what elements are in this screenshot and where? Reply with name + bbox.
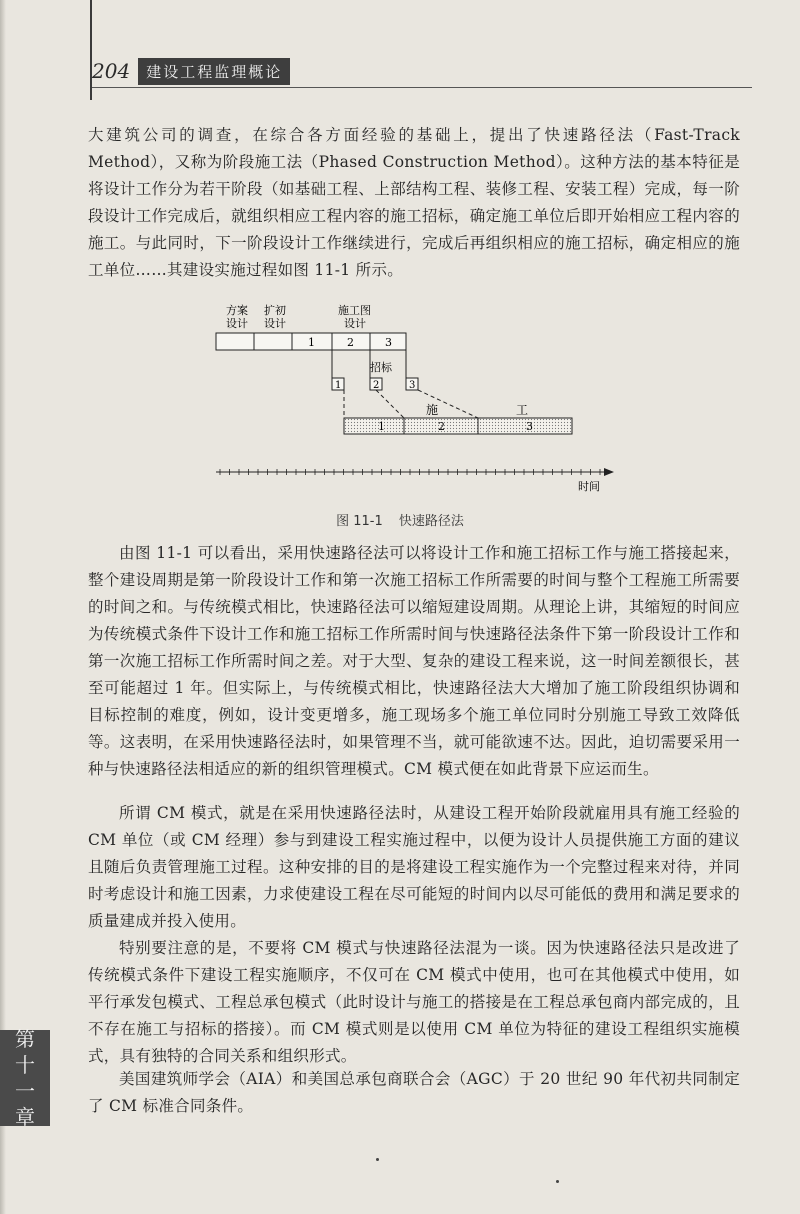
chapter-tab-char: 第 (15, 1027, 35, 1051)
design-num-2: 2 (347, 336, 354, 349)
time-axis-arrow (604, 468, 614, 476)
time-axis-ticks (220, 469, 600, 475)
page-number: 204 (92, 59, 131, 83)
figure-caption (0, 510, 800, 529)
paragraph-5: 美国建筑师学会（AIA）和美国总承包商联合会（AGC）于 20 世纪 90 年代初共同制定了 CM 标准合同条件。 (88, 1070, 740, 1115)
design-num-3: 3 (385, 336, 392, 349)
build-num-1: 1 (378, 420, 385, 433)
label-zhaobiao: 招标 (370, 361, 392, 374)
label-shigongtu-1: 施工图 (338, 304, 371, 317)
fast-track-diagram (200, 298, 620, 498)
paragraph-3: 所谓 CM 模式，就是在采用快速路径法时，从建设工程开始阶段就雇用具有施工经验的 CM 单位（或 CM 经理）参与到建设工程实施过程中，以便为设计人员提供施工方面的建议且随后负责管理施工过程。这种安排的目的是将建设工程实施作为一个完整过程来对待，并同时考虑设计和施工因素，力求使建设工程在尽可能短的时间内以尽可能低的费用和满足要求的质量建成并投入使用。 (88, 804, 740, 930)
chapter-tab-char: 十 (15, 1053, 35, 1077)
book-title: 建设工程监理概论 (138, 58, 290, 85)
paragraph-1: 大建筑公司的调查，在综合各方面经验的基础上，提出了快速路径法（Fast-Track Method），又称为阶段施工法（Phased Construction Method）。这种方法的基本特征是将设计工作分为若干阶段（如基础工程、上部结构工程、装修工程、安装工程）完成，每一阶段设计工作完成后，就组织相应工程内容的施工招标，确定施工单位后即开始相应工程内容的施工。与此同时，下一阶段设计工作继续进行，完成后再组织相应的施工招标，确定相应的施工单位……其建设实施过程如图 11-1 所示。 (88, 126, 740, 279)
chapter-tab (0, 1027, 50, 1129)
build-num-3: 3 (526, 420, 533, 433)
caption-title: 快速路径法 (398, 514, 464, 529)
build-num-2: 2 (438, 420, 445, 433)
header-rule (92, 87, 752, 88)
scan-speck (556, 1180, 559, 1183)
scan-speck (376, 1158, 379, 1161)
label-gong: 工 (516, 403, 529, 417)
label-shigongtu-2: 设计 (344, 317, 366, 330)
chapter-tab-char: 章 (15, 1105, 35, 1129)
paragraph-2: 由图 11-1 可以看出，采用快速路径法可以将设计工作和施工招标工作与施工搭接起来，整个建设周期是第一阶段设计工作和第一次施工招标工作所需要的时间与整个工程施工所需要的时间之和。与传统模式相比，快速路径法可以缩短建设周期。从理论上讲，其缩短的时间应为传统模式条件下设计工作和施工招标工作所需时间与快速路径法条件下第一阶段设计工作和第一次施工招标工作所需时间之差。对于大型、复杂的建设工程来说，这一时间差额很长，甚至可能超过 1 年。但实际上，与传统模式相比，快速路径法大大增加了施工阶段组织协调和目标控制的难度，例如，设计变更增多，施工现场多个施工单位同时分别施工导致工效降低等。这表明，在采用快速路径法时，如果管理不当，就可能欲速不达。因此，迫切需要采用一种与快速路径法相适应的新的组织管理模式。CM 模式便在如此背景下应运而生。 (88, 544, 740, 778)
bid-num-1: 1 (335, 380, 342, 391)
label-fangan-1: 方案 (226, 304, 248, 317)
caption-number: 图 11-1 (336, 514, 383, 529)
running-header (92, 56, 290, 86)
bid-num-3: 3 (409, 380, 416, 391)
chapter-tab-char: 一 (15, 1079, 35, 1103)
bid-num-2: 2 (373, 380, 380, 391)
label-fangan-2: 设计 (226, 317, 248, 330)
label-kuochu-1: 扩初 (264, 304, 286, 317)
paragraph-4: 特别要注意的是，不要将 CM 模式与快速路径法混为一谈。因为快速路径法只是改进了传统模式条件下建设工程实施顺序，不仅可在 CM 模式中使用，也可在其他模式中使用，如平行承发包模式、工程总承包模式（此时设计与施工的搭接是在工程总承包商内部完成的，且不存在施工与招标的搭接）。而 CM 模式则是以使用 CM 单位为特征的建设工程组织实施模式，具有独特的合同关系和组织形式。 (88, 939, 740, 1065)
design-num-1: 1 (308, 336, 315, 349)
label-kuochu-2: 设计 (264, 317, 286, 330)
label-shi: 施 (426, 403, 439, 417)
time-axis-label: 时间 (578, 480, 600, 493)
